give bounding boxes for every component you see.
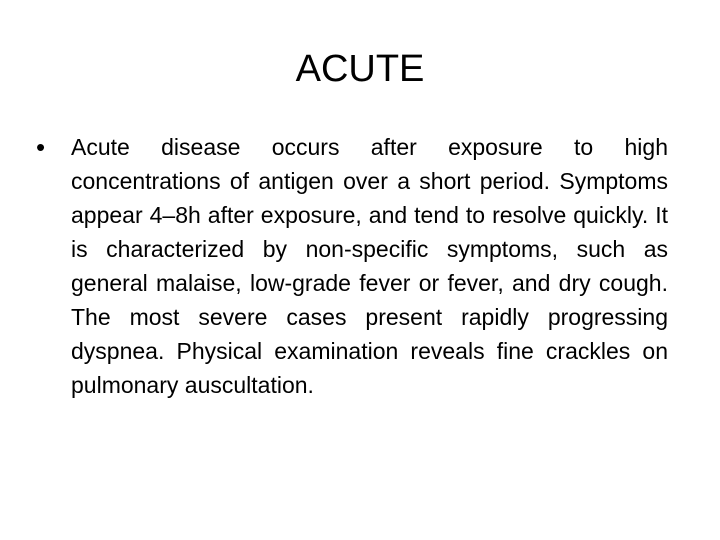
slide-title: ACUTE — [295, 48, 425, 90]
bullet-point-icon: • — [36, 132, 46, 162]
bullet-item — [36, 130, 668, 402]
bullet-text: Acute disease occurs after exposure to high concentrations of antigen over a short period. Symptoms appear 4–8h after exposure, and tend to resolve quickly. It is characterized by non-specific symptoms, such as general malaise, low-grade fever or fever, and dry cough. The most severe cases present rapidly progressing dyspnea. Physical examination reveals fine crackles on pulmonary auscultation. — [71, 134, 668, 398]
slide-body — [36, 130, 668, 402]
